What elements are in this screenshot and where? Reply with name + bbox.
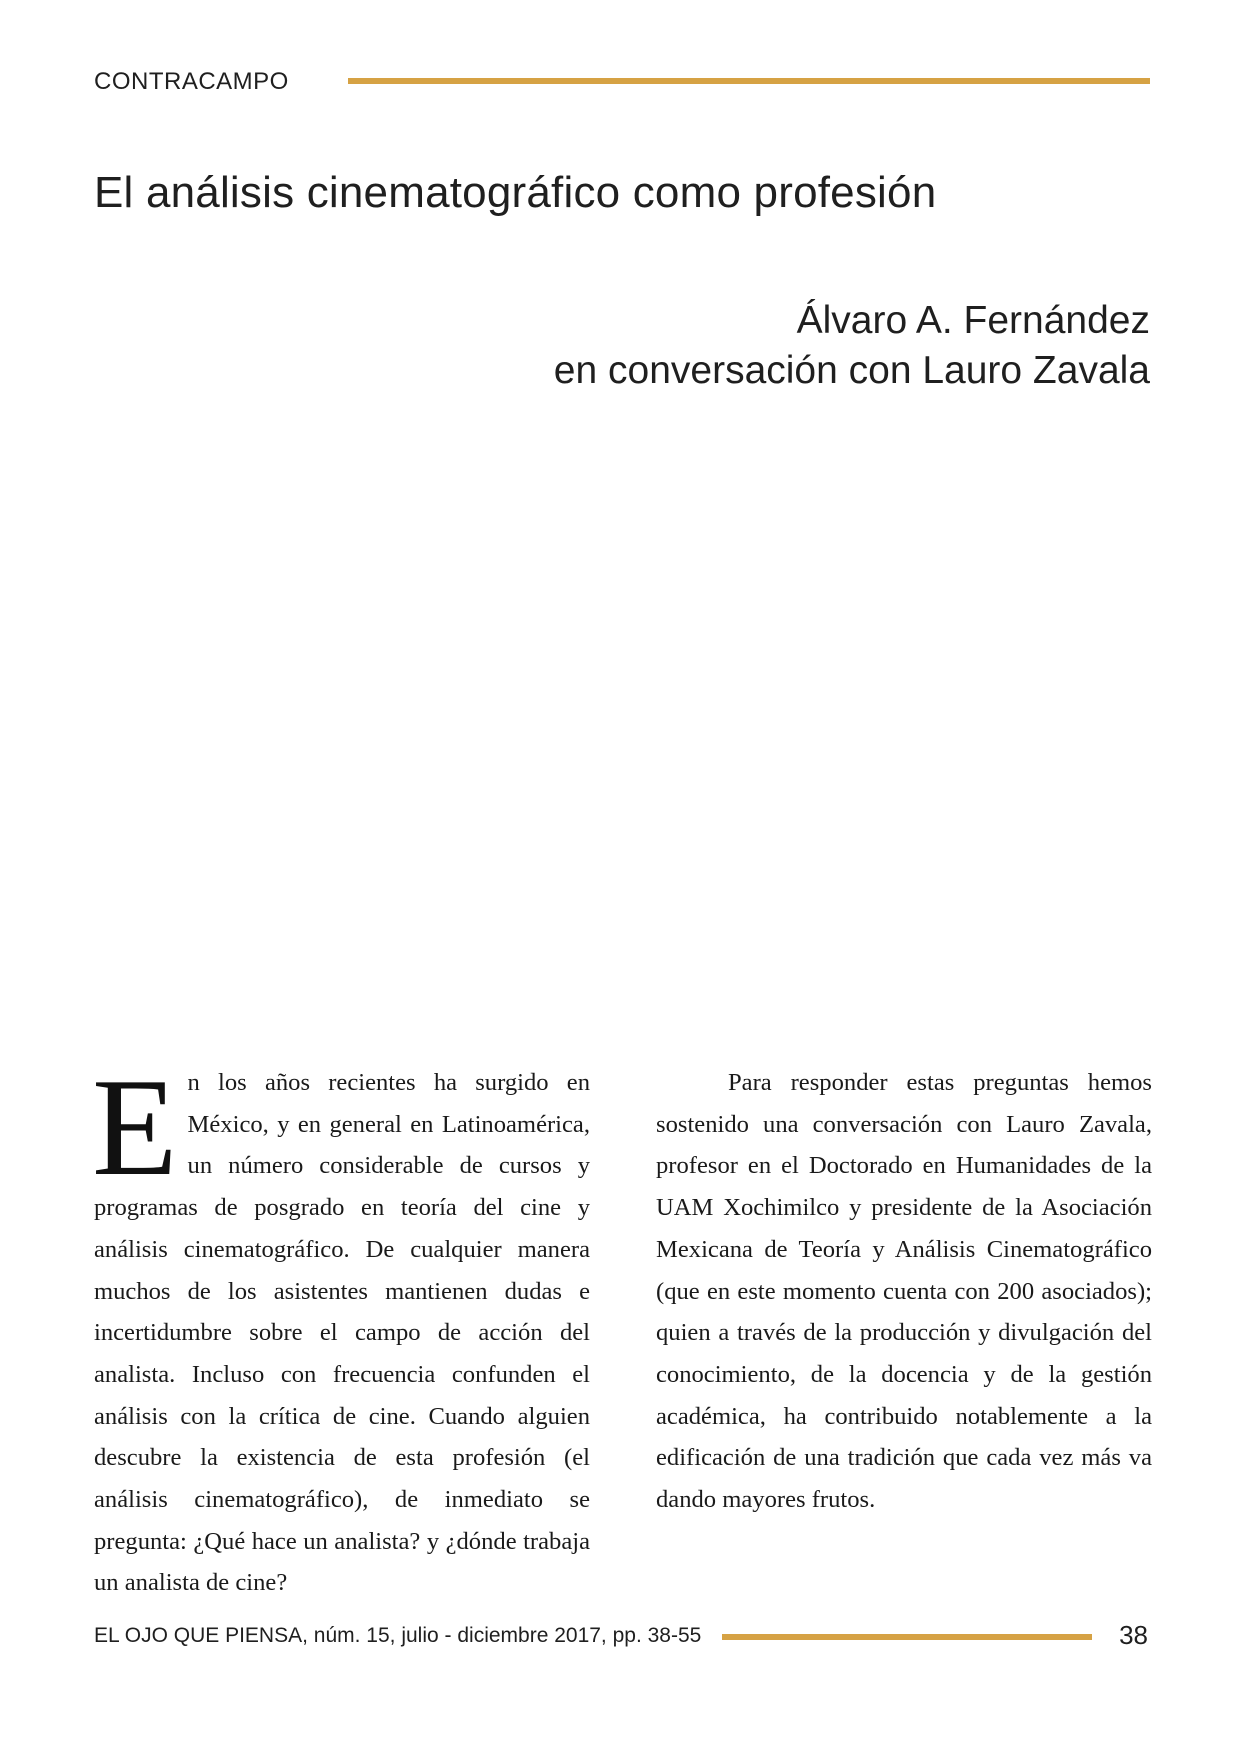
intro-paragraph — [92, 1050, 590, 1604]
header-rule — [348, 78, 1150, 84]
authors-block — [554, 296, 1150, 396]
body-column-left — [92, 1050, 590, 1604]
author-line-1: Álvaro A. Fernández — [796, 299, 1150, 342]
body-column-right — [656, 1062, 1152, 1521]
page-header — [94, 68, 1150, 98]
footer-rule — [722, 1634, 1092, 1640]
drop-cap: E — [92, 1050, 178, 1205]
intro-paragraph-text: n los años recientes ha surgido en México, y en general en Latinoamérica, un número considerable de cursos y programas de posgrado en teoría del cine y análisis cinematográfico. De cualquier manera muchos de los asistentes mantienen dudas e incertidumbre sobre el campo de acción del analista. Incluso con frecuencia confunden el análisis con la crítica de cine. Cuando alguien descubre la existencia de esta profesión (el análisis cinematográfico), de inmediato se pregunta: ¿Qué hace un analista? y ¿dónde trabaja un analista de cine? — [94, 1069, 590, 1597]
author-line-2: en conversación con Lauro Zavala — [553, 349, 1150, 392]
section-label: CONTRACAMPO — [94, 68, 289, 95]
page-footer — [94, 1622, 1150, 1656]
article-title: El análisis cinematográfico como profesión — [94, 168, 937, 217]
second-paragraph: Para responder estas preguntas hemos sostenido una conversación con Lauro Zavala, profesor en el Doctorado en Humanidades de la UAM Xochimilco y presidente de la Asociación Mexicana de Teoría y Análisis Cinematográfico (que en este momento cuenta con 200 asociados); quien a través de la producción y divulgación del conocimiento, de la docencia y de la gestión académica, ha contribuido notablemente a la edificación de una tradición que cada vez más va dando mayores frutos. — [656, 1069, 1152, 1514]
page-number: 38 — [1119, 1620, 1148, 1650]
journal-citation: EL OJO QUE PIENSA, núm. 15, julio - diciembre 2017, pp. 38-55 — [94, 1624, 702, 1647]
